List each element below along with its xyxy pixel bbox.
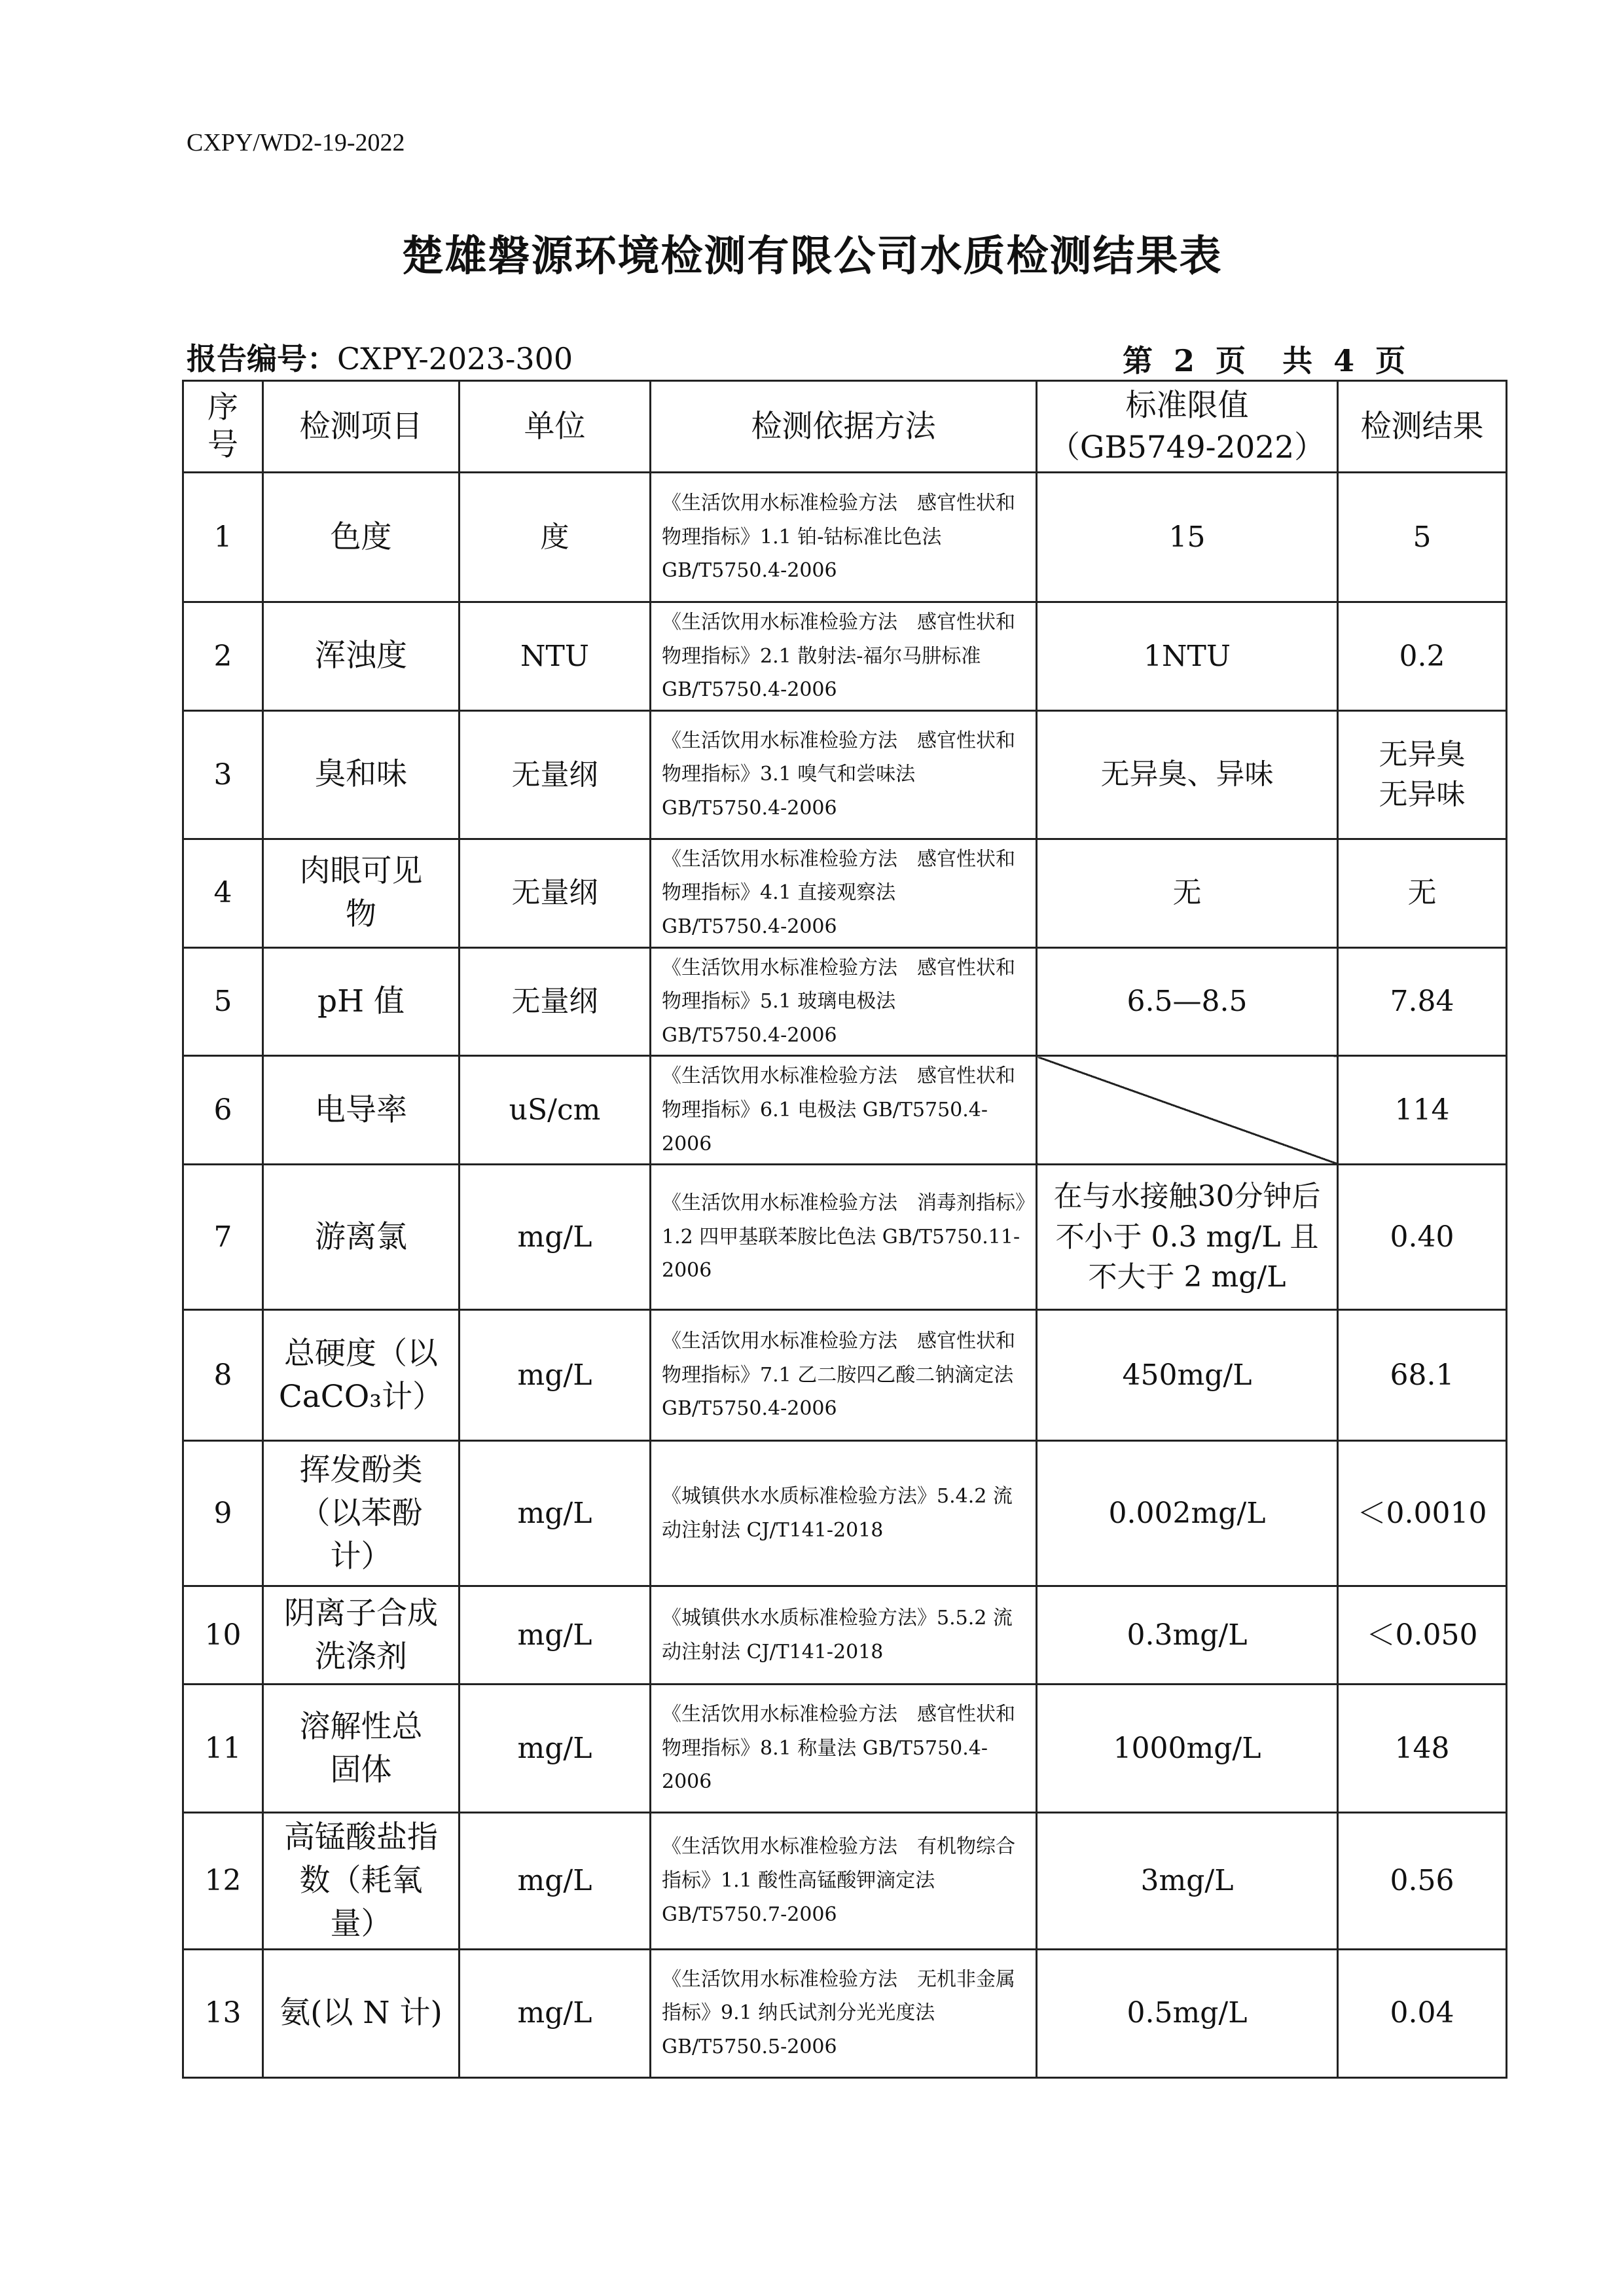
row-unit: 无量纲 — [460, 710, 651, 839]
row-limit: 3mg/L — [1037, 1813, 1338, 1949]
row-result: 148 — [1338, 1685, 1507, 1813]
row-result: ＜0.0010 — [1338, 1441, 1507, 1586]
table-row — [183, 602, 1507, 711]
row-limit: 1000mg/L — [1037, 1685, 1338, 1813]
table-row — [183, 1949, 1507, 2077]
table-row — [183, 710, 1507, 839]
header-unit: 单位 — [460, 381, 651, 473]
row-item: 氨(以 N 计) — [263, 1949, 460, 2077]
row-limit: 无 — [1037, 839, 1338, 947]
row-seq: 2 — [183, 602, 263, 711]
row-unit: mg/L — [460, 1813, 651, 1949]
report-number-label: 报告编号： — [187, 341, 337, 376]
row-item: 肉眼可见物 — [263, 839, 460, 947]
row-method: 《生活饮用水标准检验方法 感官性状和物理指标》1.1 铂-钴标准比色法 GB/T5750.4-2006 — [651, 473, 1037, 602]
row-result: ＜0.050 — [1338, 1586, 1507, 1685]
row-method: 《生活饮用水标准检验方法 感官性状和物理指标》3.1 嗅气和尝味法 GB/T5750.4-2006 — [651, 710, 1037, 839]
row-method: 《生活饮用水标准检验方法 无机非金属指标》9.1 纳氏试剂分光光度法 GB/T5750.5-2006 — [651, 1949, 1037, 2077]
row-limit: 无异臭、异味 — [1037, 710, 1338, 839]
table-row — [183, 1685, 1507, 1813]
row-seq: 11 — [183, 1685, 263, 1813]
row-limit: 0.5mg/L — [1037, 1949, 1338, 2077]
row-item: 阴离子合成洗涤剂 — [263, 1586, 460, 1685]
row-item: 高锰酸盐指数（耗氧量） — [263, 1813, 460, 1949]
row-item: 臭和味 — [263, 710, 460, 839]
row-unit: mg/L — [460, 1949, 651, 2077]
row-method: 《城镇供水水质标准检验方法》5.4.2 流动注射法 CJ/T141-2018 — [651, 1441, 1037, 1586]
row-unit: mg/L — [460, 1586, 651, 1685]
header-limit — [1037, 381, 1338, 473]
row-unit: mg/L — [460, 1310, 651, 1441]
table-row — [183, 1056, 1507, 1165]
row-seq: 1 — [183, 473, 263, 602]
row-seq: 9 — [183, 1441, 263, 1586]
row-method: 《生活饮用水标准检验方法 感官性状和物理指标》5.1 玻璃电极法 GB/T5750.4-2006 — [651, 947, 1037, 1056]
row-limit: 在与水接触30分钟后不小于 0.3 mg/L 且不大于 2 mg/L — [1037, 1165, 1338, 1310]
row-seq: 8 — [183, 1310, 263, 1441]
row-result: 114 — [1338, 1056, 1507, 1165]
row-method: 《生活饮用水标准检验方法 感官性状和物理指标》6.1 电极法 GB/T5750.4-2006 — [651, 1056, 1037, 1165]
row-method: 《生活饮用水标准检验方法 感官性状和物理指标》2.1 散射法-福尔马肼标准 GB/T5750.4-2006 — [651, 602, 1037, 711]
row-item: 挥发酚类（以苯酚计） — [263, 1441, 460, 1586]
row-seq: 5 — [183, 947, 263, 1056]
table-row — [183, 1310, 1507, 1441]
page-title: 楚雄磐源环境检测有限公司水质检测结果表 — [401, 232, 1223, 281]
row-limit: 15 — [1037, 473, 1338, 602]
row-method: 《生活饮用水标准检验方法 感官性状和物理指标》8.1 称量法 GB/T5750.4-2006 — [651, 1685, 1037, 1813]
row-limit: 0.002mg/L — [1037, 1441, 1338, 1586]
row-item: 溶解性总固体 — [263, 1685, 460, 1813]
row-item: 浑浊度 — [263, 602, 460, 711]
row-result: 68.1 — [1338, 1310, 1507, 1441]
row-seq: 7 — [183, 1165, 263, 1310]
page-info: 第 2 页 共 4 页 — [1123, 343, 1411, 378]
row-result: 0.04 — [1338, 1949, 1507, 2077]
row-seq: 10 — [183, 1586, 263, 1685]
row-seq: 4 — [183, 839, 263, 947]
row-item: 电导率 — [263, 1056, 460, 1165]
table-row — [183, 1586, 1507, 1685]
row-unit: 无量纲 — [460, 839, 651, 947]
row-unit: 无量纲 — [460, 947, 651, 1056]
header-item: 检测项目 — [263, 381, 460, 473]
row-unit: NTU — [460, 602, 651, 711]
row-unit: mg/L — [460, 1441, 651, 1586]
report-number — [187, 335, 573, 378]
row-unit: mg/L — [460, 1685, 651, 1813]
row-method: 《生活饮用水标准检验方法 感官性状和物理指标》4.1 直接观察法 GB/T5750.4-2006 — [651, 839, 1037, 947]
row-result: 0.2 — [1338, 602, 1507, 711]
header-limit-title: 标准限值 — [1125, 388, 1249, 424]
row-method: 《生活饮用水标准检验方法 有机物综合指标》1.1 酸性高锰酸钾滴定法 GB/T5750.7-2006 — [651, 1813, 1037, 1949]
row-item: 总硬度（以CaCO₃计） — [263, 1310, 460, 1441]
row-unit: uS/cm — [460, 1056, 651, 1165]
row-method: 《生活饮用水标准检验方法 感官性状和物理指标》7.1 乙二胺四乙酸二钠滴定法 GB/T5750.4-2006 — [651, 1310, 1037, 1441]
row-seq: 12 — [183, 1813, 263, 1949]
table-row — [183, 1441, 1507, 1586]
table-row — [183, 947, 1507, 1056]
header-result: 检测结果 — [1338, 381, 1507, 473]
row-limit: 1NTU — [1037, 602, 1338, 711]
row-method: 《城镇供水水质标准检验方法》5.5.2 流动注射法 CJ/T141-2018 — [651, 1586, 1037, 1685]
table-row — [183, 839, 1507, 947]
row-unit: mg/L — [460, 1165, 651, 1310]
row-seq: 6 — [183, 1056, 263, 1165]
row-limit: 6.5—8.5 — [1037, 947, 1338, 1056]
row-seq: 3 — [183, 710, 263, 839]
table-row — [183, 1813, 1507, 1949]
row-result: 无 — [1338, 839, 1507, 947]
row-item: 游离氯 — [263, 1165, 460, 1310]
document-code: CXPY/WD2-19-2022 — [187, 129, 405, 156]
row-limit: 450mg/L — [1037, 1310, 1338, 1441]
header-limit-standard: （GB5749-2022） — [1049, 429, 1326, 465]
row-result: 0.56 — [1338, 1813, 1507, 1949]
header-seq: 序号 — [183, 381, 263, 473]
row-unit: 度 — [460, 473, 651, 602]
row-seq: 13 — [183, 1949, 263, 2077]
row-result: 7.84 — [1338, 947, 1507, 1056]
table-row — [183, 1165, 1507, 1310]
row-result: 5 — [1338, 473, 1507, 602]
row-item: pH 值 — [263, 947, 460, 1056]
row-limit: 0.3mg/L — [1037, 1586, 1338, 1685]
table-row — [183, 473, 1507, 602]
report-number-value: CXPY-2023-300 — [337, 341, 573, 376]
row-result: 无异臭无异味 — [1338, 710, 1507, 839]
row-item: 色度 — [263, 473, 460, 602]
header-row — [183, 381, 1507, 473]
row-result: 0.40 — [1338, 1165, 1507, 1310]
results-table — [182, 380, 1507, 2079]
row-limit-not-applicable — [1037, 1056, 1338, 1165]
row-method: 《生活饮用水标准检验方法 消毒剂指标》1.2 四甲基联苯胺比色法 GB/T5750.11-2006 — [651, 1165, 1037, 1310]
header-method: 检测依据方法 — [651, 381, 1037, 473]
